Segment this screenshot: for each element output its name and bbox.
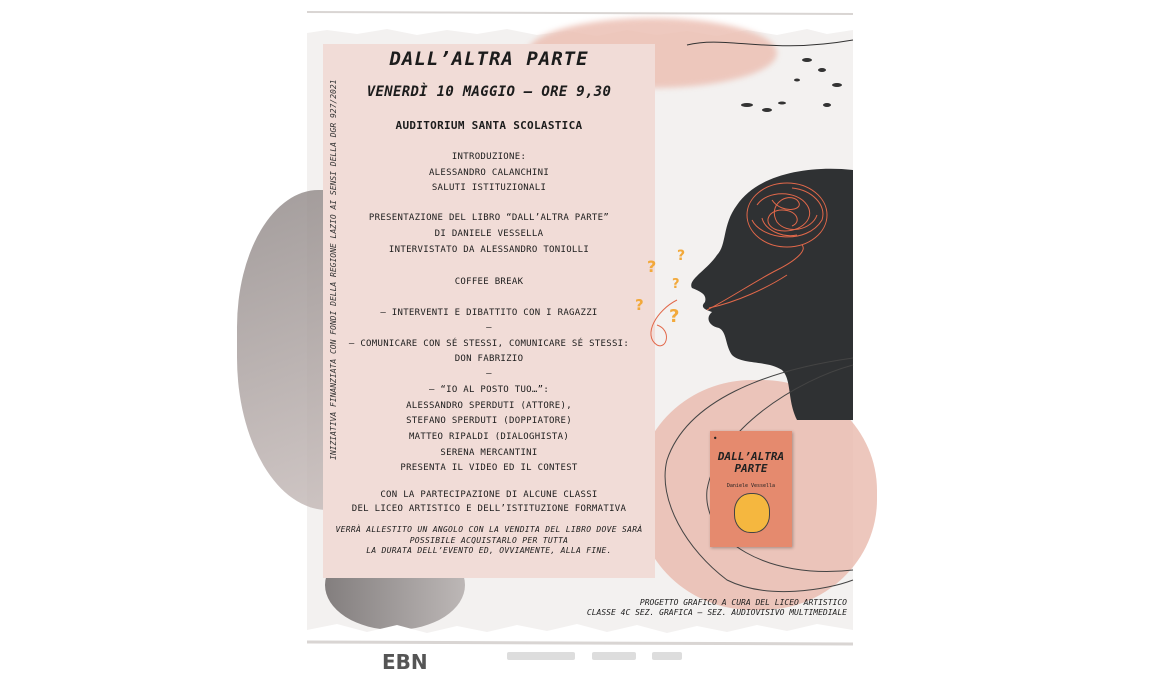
sponsor-logo [592,652,636,660]
sponsor-logo [652,652,682,660]
program-line: – INTERVENTI E DIBATTITO CON I RAGAZZI [380,308,598,318]
program-line: – [486,323,492,333]
program-line: INTERVISTATO DA ALESSANDRO TONIOLLI [388,245,590,255]
program-line: SALUTI ISTITUZIONALI [431,183,547,193]
book-cover [710,431,792,547]
event-venue: AUDITORIUM SANTA SCOLASTICA [395,119,583,132]
sale-note-line: VERRÀ ALLESTITO UN ANGOLO CON LA VENDITA DEL LIBRO DOVE SARÀ [335,525,643,534]
svg-text:?: ? [672,277,680,292]
graphic-credit-line: CLASSE 4C SEZ. GRAFICA – SEZ. AUDIOVISIVO MULTIMEDIALE [586,608,847,617]
program-line: MATTEO RIPALDI (DIALOGHISTA) [408,432,570,442]
funding-note: INIZIATIVA FINANZIATA CON FONDI DELLA REGIONE LAZIO AI SENSI DELLA DGR 927/2021 [329,79,338,460]
program-line: CON LA PARTECIPAZIONE DI ALCUNE CLASSI [380,490,598,500]
svg-text:?: ? [677,248,686,264]
sale-note-line: LA DURATA DELL’EVENTO ED, OVVIAMENTE, ALLA FINE. [366,546,612,555]
program-line: INTRODUZIONE: [451,152,527,162]
svg-text:?: ? [647,257,657,276]
event-poster [307,0,853,674]
svg-text:?: ? [635,296,644,314]
program-line: PRESENTAZIONE DEL LIBRO “DALL’ALTRA PARTE” [368,213,610,223]
decorative-strokes [687,35,853,125]
sale-note-line: POSSIBILE ACQUISTARLO PER TUTTA [409,536,569,545]
svg-text:?: ? [669,306,680,327]
program-line: STEFANO SPERDUTI (DOPPIATORE) [406,416,572,426]
program-line: SERENA MERCANTINI [440,448,538,458]
program-line: COFFEE BREAK [454,277,524,287]
book-title: DALL’ALTRA PARTE [717,450,785,475]
event-date: VENERDÌ 10 MAGGIO – ORE 9,30 [366,84,612,100]
program-line: – COMUNICARE CON SÉ STESSI, COMUNICARE SÉ STESSI: [348,339,630,349]
program-line: ALESSANDRO SPERDUTI (ATTORE), [406,401,572,411]
sponsor-logo [507,652,575,660]
face-illustration-icon [734,493,770,533]
book-author: Daniele Vessella [726,483,776,489]
program-line: DEL LICEO ARTISTICO E DELL’ISTITUZIONE FORMATIVA [351,504,627,514]
program-line: – “IO AL POSTO TUO…”: [428,385,550,395]
program-line: – [486,369,492,379]
program-line: PRESENTA IL VIDEO ED IL CONTEST [400,463,578,473]
program-line: DI DANIELE VESSELLA [434,229,544,239]
program-line: DON FABRIZIO [454,354,524,364]
footer-logo-ebn: EBN [382,650,428,674]
publisher-logo-icon: ● [714,435,717,440]
graphic-credit-line: PROGETTO GRAFICO A CURA DEL LICEO ARTISTICO [639,598,847,607]
program-line: ALESSANDRO CALANCHINI [428,168,550,178]
event-title: DALL’ALTRA PARTE [389,48,589,70]
